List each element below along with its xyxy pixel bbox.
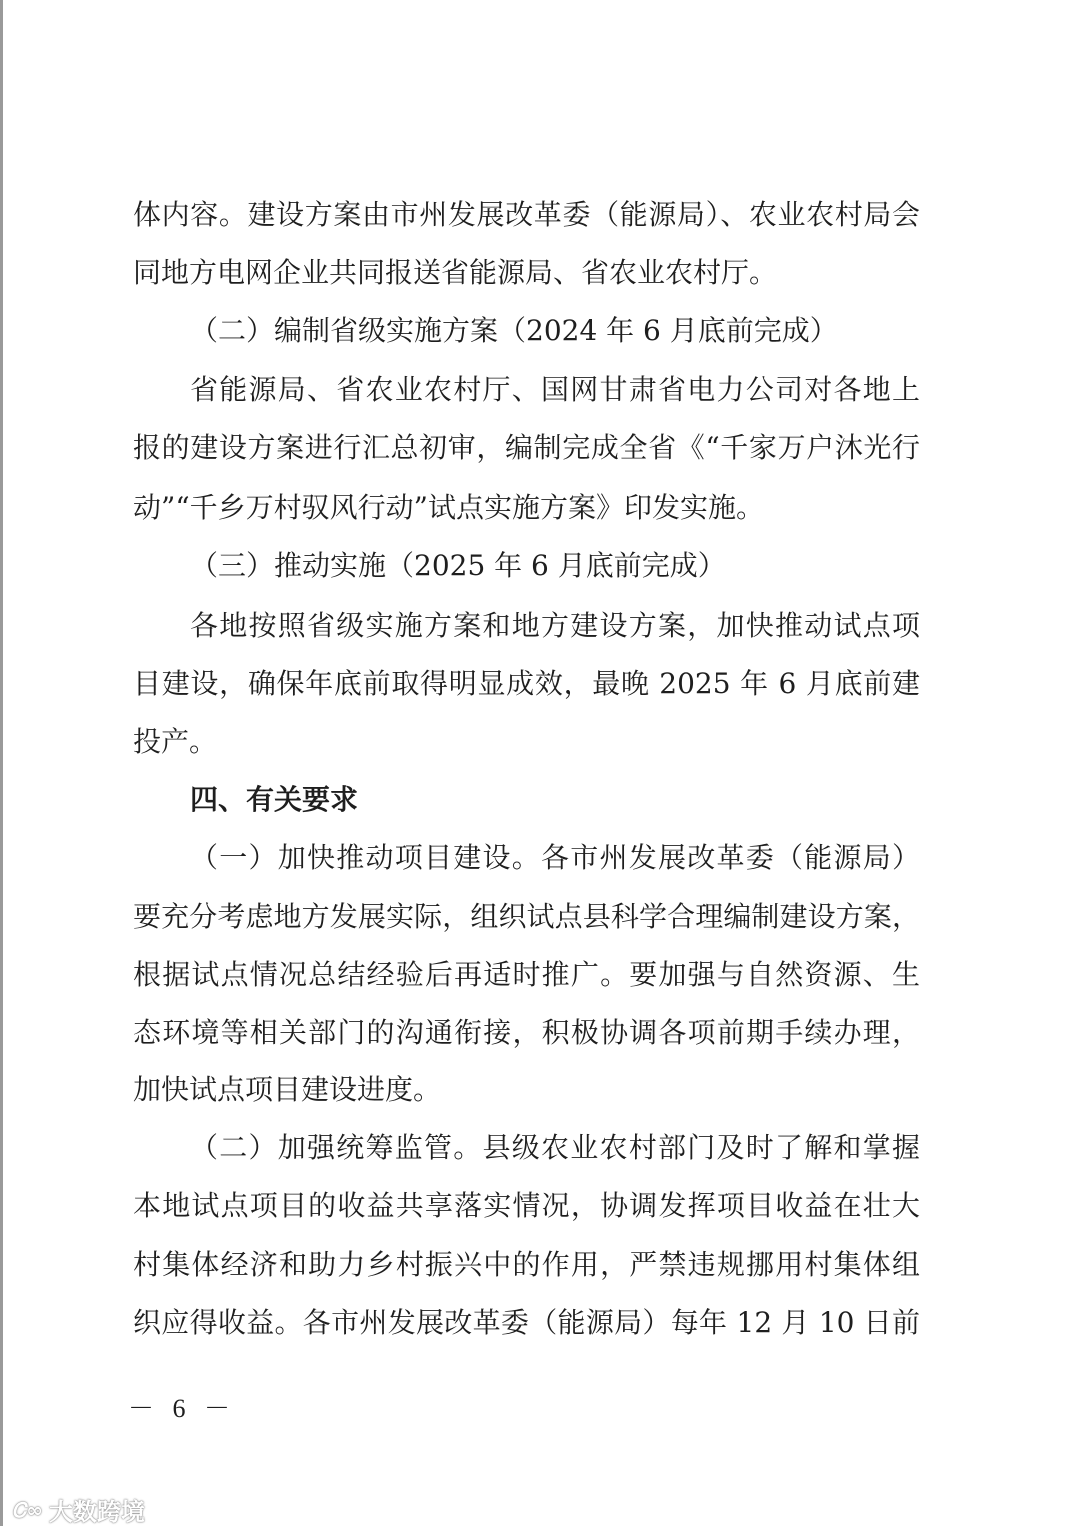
paragraph-line: 投产。: [133, 725, 218, 758]
section-subheading: （三）推动实施（2025 年 6 月底前完成）: [190, 549, 726, 582]
paragraph-line: 目建设，确保年底前取得明显成效，最晚 2025 年 6 月底前建: [133, 667, 920, 700]
section-heading: 四、有关要求: [190, 783, 359, 816]
section-subheading: （二）编制省级实施方案（2024 年 6 月底前完成）: [190, 314, 838, 347]
paragraph-line: 要充分考虑地方发展实际，组织试点县科学合理编制建设方案，: [133, 900, 920, 933]
paragraph-line: 村集体经济和助力乡村振兴中的作用，严禁违规挪用村集体组: [133, 1248, 920, 1281]
paragraph-line: 本地试点项目的收益共享落实情况，协调发挥项目收益在壮大: [133, 1189, 920, 1222]
paragraph-line: 体内容。建设方案由市州发展改革委（能源局）、农业农村局会: [133, 198, 920, 231]
paragraph-line: （一）加快推动项目建设。各市州发展改革委（能源局）: [190, 841, 920, 874]
watermark: [12, 1492, 145, 1527]
paragraph-line: 省能源局、省农业农村厅、国网甘肃省电力公司对各地上: [190, 373, 920, 406]
paragraph-line: 同地方电网企业共同报送省能源局、省农业农村厅。: [133, 256, 778, 289]
paragraph-line: 根据试点情况总结经验后再适时推广。要加强与自然资源、生: [133, 958, 920, 991]
watermark-logo-icon: Ꮯ∞: [12, 1497, 43, 1522]
paragraph-line: 报的建设方案进行汇总初审，编制完成全省《“千家万户沐光行: [133, 431, 920, 464]
paragraph-line: 织应得收益。各市州发展改革委（能源局）每年 12 月 10 日前: [133, 1306, 920, 1339]
page-edge: [0, 0, 3, 1526]
paragraph-line: 各地按照省级实施方案和地方建设方案，加快推动试点项: [190, 609, 920, 642]
paragraph-line: （二）加强统筹监管。县级农业农村部门及时了解和掌握: [190, 1131, 920, 1164]
paragraph-line: 态环境等相关部门的沟通衔接，积极协调各项前期手续办理，: [133, 1016, 920, 1049]
watermark-text: 大数跨境: [48, 1498, 145, 1526]
paragraph-line: 加快试点项目建设进度。: [133, 1073, 442, 1106]
page-number: － 6 －: [128, 1394, 237, 1423]
paragraph-line: 动”“千乡万村驭风行动”试点实施方案》印发实施。: [133, 491, 764, 524]
